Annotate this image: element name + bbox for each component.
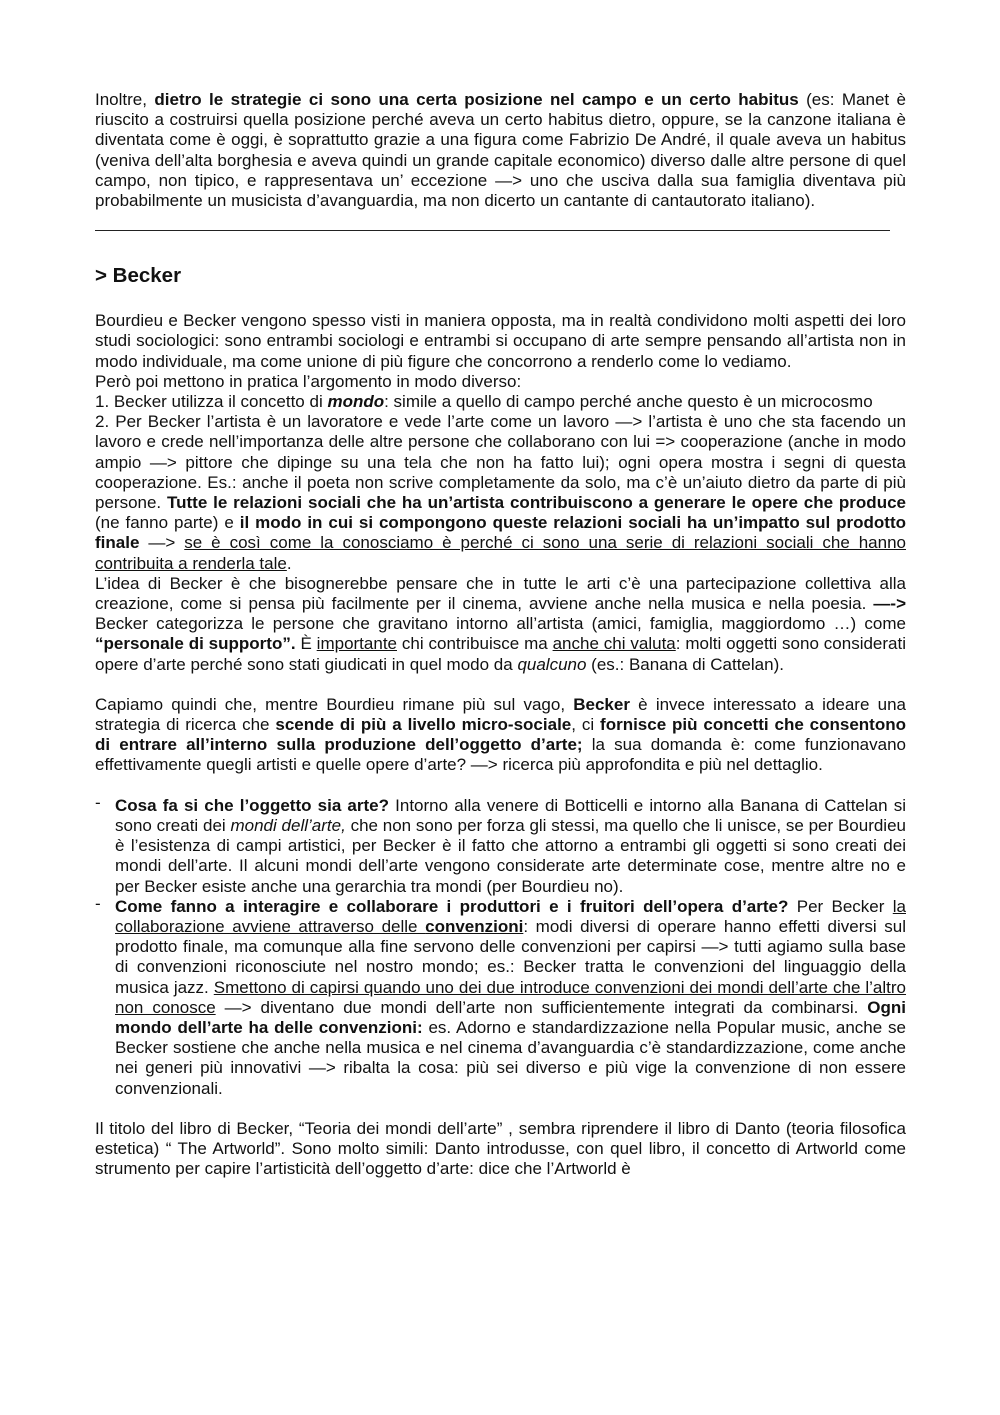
paragraph-spacer: [95, 675, 906, 695]
bold-text: Tutte le relazioni sociali che ha un’artista contribuiscono a generare le opere che produce: [167, 493, 906, 513]
underlined-text: Smettono di capirsi quando uno dei due introduce convenzioni dei mondi dell’arte che l’altro non conosce: [115, 977, 907, 1017]
bold-text: Cosa fa si che l’oggetto sia arte?: [115, 795, 389, 815]
bold-text: Becker: [573, 694, 630, 714]
bold-text: —->: [873, 594, 906, 614]
text-run: 1. Becker utilizza il concetto di: [95, 392, 328, 412]
bold-text: fornisce più concetti che consentono di entrare all’interno sulla produzione dell’oggetto d’arte;: [95, 715, 906, 755]
text-run: Intorno alla venere di Botticelli e intorno alla Banana di Cattelan si sono creati dei: [115, 795, 906, 835]
bullet-list: [95, 792, 907, 1099]
text-run: —> diventano due mondi dell’arte non sufficientemente integrati da combinarsi.: [215, 997, 868, 1017]
text-run: Per Becker: [788, 896, 893, 916]
text-run: la sua domanda è: come funzionavano effettivamente quegli artisti e quelle opere d’arte? —> ricerca più approfondita e più nel dettaglio.: [95, 735, 906, 775]
paragraph-spacer: [95, 776, 906, 796]
paragraph-intro: Bourdieu e Becker vengono spesso visti in maniera opposta, ma in realtà condividono molti aspetti dei loro studi sociologici: sono entrambi sociologi e entrambi si occupano di arte sempre pensando all’artista non in modo individuale, ma come unione di più figure che concorrono a renderlo come lo vediamo.: [95, 311, 906, 371]
paragraph-habitus: [95, 90, 906, 211]
paragraph-danto: Il titolo del libro di Becker, “Teoria dei mondi dell’arte” , sembra riprendere il libro di Danto (teoria filosofica estetica) “ The Artworld”. Sono molto simili: Danto introdusse, con quel libro, il concetto di Artworld come strumento per capire l’artisticità dell’oggetto d’arte: dice che l’Artworld è: [95, 1118, 906, 1179]
text-run: chi contribuisce ma: [397, 634, 553, 654]
italic-text: mondi dell’arte,: [230, 815, 346, 835]
text-run: 2. Per Becker l’artista è un lavoratore e vede l’arte come un lavoro —> l’artista è uno che sta facendo un lavoro e crede nell’importanza delle altre persone che collaborano con lui => cooperazione (anche in modo ampio —> pittore che dipinge su una tela che non ha fatto lui); ogni opera mostra i segni di questa cooperazione. Es.: anche il poeta non scrive completamente da solo, ma c’è un’aiuto dietro da parte di più persone.: [95, 412, 906, 513]
text-run: (es.: Banana di Cattelan).: [586, 654, 784, 674]
text-run: Becker categorizza le persone che gravitano intorno all’artista (amici, famiglia, maggiordomo …) come: [95, 614, 906, 634]
text-run: : modi diversi di operare hanno effetti diversi sul prodotto finale, ma comunque alla fine servono delle convenzioni per capirsi —> tutti agiamo sulla base di convenzioni riconosciute nel nostro mondo; es.: Becker tratta le convenzioni del linguaggio della musica jazz.: [115, 916, 906, 997]
paragraph-point-1: [95, 392, 906, 412]
bold-text: scende di più a livello micro-sociale: [275, 715, 572, 735]
bullet-dash: -: [95, 792, 101, 812]
italic-text: qualcuno: [517, 654, 587, 674]
section-heading: > Becker: [95, 264, 182, 288]
paragraph-point-2: [95, 412, 906, 574]
bold-underlined-text: convenzioni: [425, 916, 524, 936]
horizontal-rule: [95, 225, 890, 231]
bold-italic-text: mondo: [327, 392, 385, 412]
bold-text: il modo in cui si compongono queste relazioni sociali ha un’impatto sul prodotto finale: [95, 513, 906, 553]
list-item: [95, 893, 907, 1099]
text-run: Capiamo quindi che, mentre Bourdieu rimane più sul vago,: [95, 694, 574, 714]
text-run: è invece interessato a ideare una strategia di ricerca che: [95, 694, 906, 735]
bold-text: Ogni mondo dell’arte ha delle convenzioni:: [115, 997, 906, 1037]
text-run: : simile a quello di campo perché anche questo è un microcosmo: [384, 392, 873, 412]
text-run: Inoltre,: [95, 90, 155, 109]
paragraph-differences-intro: Però poi mettono in pratica l’argomento in modo diverso:: [95, 371, 522, 391]
text-run: (es: Manet è riuscito a costruirsi quella posizione perché aveva un certo habitus dietro, oppure, se la canzone italiana è diventata come è oggi, è soprattutto grazie a una figura come Fabrizio De André, il quale aveva un habitus (veniva dell’alta borghesia e aveva quindi un grande capitale economico) diverso dalle altre persone di quel campo, non tipico, e rappresentava un’ eccezione —> uno che usciva dalla sua famiglia diventava più probabilmente un musicista d’avanguardia, ma non dicerto un cantante di cantautorato italiano).: [95, 90, 906, 211]
bold-text: “personale di supporto”.: [95, 634, 296, 654]
bullet-dash: -: [95, 893, 101, 913]
underlined-text: la collaborazione avviene attraverso delle: [115, 896, 906, 936]
bold-text: Come fanno a interagire e collaborare i produttori e i fruitori dell’opera d’arte?: [115, 896, 789, 916]
text-run: (ne fanno parte) e: [95, 513, 240, 533]
text-run: che non sono per forza gli stessi, ma quello che li unisce, se per Bourdieu è l’esistenza di campi artistici, per Becker è il fatto che attorno a entrambi gli oggetti si sono creati dei mondi dell’arte. Il alcuni mondi dell’arte vengono considerate arte determinate cose, mentre altre no e per Becker esiste anche una gerarchia tra mondi (per Bourdieu no).: [115, 815, 906, 896]
paragraph-collective-creation: [95, 574, 906, 675]
paragraph-research-strategy: [95, 695, 906, 776]
underlined-text: anche chi valuta: [552, 634, 676, 654]
text-run: es. Adorno e standardizzazione nella Popular music, anche se Becker sostiene che anche nella musica e nel cinema d’avanguardia c’è standardizzazione, come anche nei generi più innovativi —> ribalta la cosa: più sei diverso e più vige la convenzione di non essere convenzionali.: [115, 1017, 906, 1098]
text-run: : molti oggetti sono considerati opere d’arte perché sono stati giudicati in quel modo da: [95, 634, 906, 674]
text-run: , ci: [571, 715, 601, 735]
bold-text: dietro le strategie ci sono una certa posizione nel campo e un certo habitus: [154, 90, 799, 109]
underlined-text: importante: [316, 634, 397, 654]
text-run: L’idea di Becker è che bisognerebbe pensare che in tutte le arti c’è una partecipazione collettiva alla creazione, come si pensa più facilmente per il cinema, avviene anche nella musica e nella poesia.: [95, 573, 906, 614]
text-run: .: [286, 553, 292, 573]
paragraph-spacer: [95, 1099, 906, 1119]
text-run: —>: [139, 533, 185, 553]
text-run: È: [295, 634, 317, 654]
underlined-text: se è così come la conosciamo è perché ci sono una serie di relazioni sociali che hanno contribuita a renderla tale: [95, 533, 907, 573]
list-item: [95, 792, 906, 897]
